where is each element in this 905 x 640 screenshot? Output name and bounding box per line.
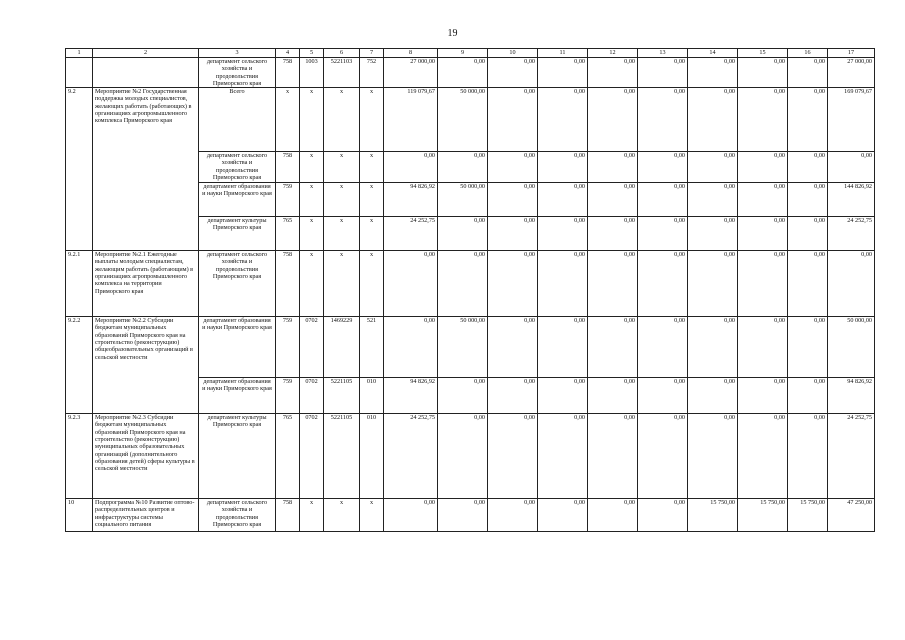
item-name: Мероприятие №2.2 Субсидии бюджетам муниципальных образований Приморского края на строительство (реконструкцию) общеобразовательных организаций в сельской местности	[93, 317, 199, 414]
budget-code: x	[300, 88, 324, 152]
amount-cell: 24 252,75	[384, 414, 438, 499]
column-number: 3	[199, 49, 276, 58]
budget-code: x	[360, 152, 384, 183]
amount-cell: 0,00	[438, 152, 488, 183]
table-row	[66, 88, 875, 152]
amount-cell: 0,00	[788, 251, 828, 317]
column-number: 13	[638, 49, 688, 58]
budget-code: 758	[276, 58, 300, 88]
amount-cell: 0,00	[538, 499, 588, 532]
page-number: 19	[447, 28, 458, 39]
responsible-executor: департамент культуры Приморского края	[199, 217, 276, 251]
amount-cell: 0,00	[788, 317, 828, 378]
amount-cell: 0,00	[688, 414, 738, 499]
amount-cell: 0,00	[438, 499, 488, 532]
budget-code: x	[324, 88, 360, 152]
budget-code: 765	[276, 217, 300, 251]
column-number: 9	[438, 49, 488, 58]
budget-code: x	[360, 499, 384, 532]
amount-cell: 0,00	[538, 317, 588, 378]
amount-cell: 0,00	[538, 152, 588, 183]
column-number: 7	[360, 49, 384, 58]
amount-cell: 0,00	[488, 88, 538, 152]
amount-cell: 0,00	[638, 88, 688, 152]
responsible-executor: департамент образования и науки Приморского края	[199, 183, 276, 217]
amount-cell: 0,00	[538, 217, 588, 251]
amount-cell: 0,00	[828, 152, 875, 183]
responsible-executor: департамент образования и науки Приморского края	[199, 378, 276, 414]
budget-code: 0702	[300, 414, 324, 499]
budget-code: x	[360, 183, 384, 217]
column-number: 6	[324, 49, 360, 58]
responsible-executor: департамент культуры Приморского края	[199, 414, 276, 499]
amount-cell: 0,00	[788, 414, 828, 499]
responsible-executor: департамент образования и науки Приморского края	[199, 317, 276, 378]
amount-cell: 0,00	[638, 378, 688, 414]
amount-cell: 24 252,75	[828, 414, 875, 499]
column-number: 11	[538, 49, 588, 58]
amount-cell: 0,00	[438, 217, 488, 251]
budget-code: 5221105	[324, 378, 360, 414]
budget-code: x	[360, 88, 384, 152]
amount-cell: 0,00	[638, 152, 688, 183]
amount-cell: 15 750,00	[738, 499, 788, 532]
budget-code: x	[300, 152, 324, 183]
item-number: 9.2	[66, 88, 93, 251]
item-number: 9.2.2	[66, 317, 93, 414]
responsible-executor: департамент сельского хозяйства и продовольствия Приморского края	[199, 152, 276, 183]
responsible-executor: департамент сельского хозяйства и продовольствия Приморского края	[199, 499, 276, 532]
amount-cell: 0,00	[688, 251, 738, 317]
amount-cell: 0,00	[438, 378, 488, 414]
amount-cell: 50 000,00	[438, 88, 488, 152]
amount-cell: 15 750,00	[688, 499, 738, 532]
amount-cell: 0,00	[688, 317, 738, 378]
item-name: Мероприятие №2 Государственная поддержка молодых специалистов, желающих работать (работающих) в организациях агропромышленного комплекса Приморского края	[93, 88, 199, 251]
budget-code: 758	[276, 251, 300, 317]
budget-code: 759	[276, 183, 300, 217]
table-row	[66, 499, 875, 532]
amount-cell: 0,00	[438, 251, 488, 317]
budget-code: 758	[276, 499, 300, 532]
budget-code: 765	[276, 414, 300, 499]
responsible-executor: Всего	[199, 88, 276, 152]
amount-cell: 27 000,00	[828, 58, 875, 88]
amount-cell: 0,00	[538, 378, 588, 414]
amount-cell: 0,00	[638, 499, 688, 532]
amount-cell: 0,00	[738, 152, 788, 183]
budget-code: 1469229	[324, 317, 360, 378]
column-number: 2	[93, 49, 199, 58]
amount-cell: 0,00	[488, 152, 538, 183]
amount-cell: 0,00	[488, 499, 538, 532]
column-number-row	[66, 49, 875, 58]
amount-cell: 47 250,00	[828, 499, 875, 532]
amount-cell: 0,00	[738, 88, 788, 152]
amount-cell: 0,00	[688, 378, 738, 414]
amount-cell: 0,00	[488, 317, 538, 378]
budget-code: x	[324, 183, 360, 217]
budget-code: x	[300, 499, 324, 532]
table-row	[66, 414, 875, 499]
amount-cell: 0,00	[384, 152, 438, 183]
amount-cell: 0,00	[788, 58, 828, 88]
amount-cell: 0,00	[438, 414, 488, 499]
column-number: 10	[488, 49, 538, 58]
amount-cell: 50 000,00	[828, 317, 875, 378]
budget-code: 0702	[300, 317, 324, 378]
item-name: Мероприятие №2.3 Субсидии бюджетам муниципальных образований Приморского края на строительство (реконструкцию) муниципальных образовательных организаций (дополнительного образования детей) сферы культуры в сельской местности	[93, 414, 199, 499]
amount-cell: 0,00	[588, 251, 638, 317]
amount-cell: 0,00	[828, 251, 875, 317]
budget-code: x	[324, 152, 360, 183]
amount-cell: 169 079,67	[828, 88, 875, 152]
amount-cell: 0,00	[384, 317, 438, 378]
table-row	[66, 58, 875, 88]
amount-cell: 0,00	[488, 58, 538, 88]
table-row	[66, 251, 875, 317]
column-number: 1	[66, 49, 93, 58]
amount-cell: 50 000,00	[438, 183, 488, 217]
budget-code: 010	[360, 378, 384, 414]
table-row	[66, 317, 875, 378]
amount-cell: 0,00	[638, 217, 688, 251]
table-body	[66, 58, 875, 532]
item-name: Мероприятие №2.1 Ежегодные выплаты молодым специалистам, желающим работать (работающим) в организациях агропромышленного комплекса на территории Приморского края	[93, 251, 199, 317]
amount-cell: 0,00	[738, 378, 788, 414]
amount-cell: 50 000,00	[438, 317, 488, 378]
budget-code: 759	[276, 378, 300, 414]
responsible-executor: департамент сельского хозяйства и продовольствия Приморского края	[199, 58, 276, 88]
amount-cell: 0,00	[688, 217, 738, 251]
amount-cell: 0,00	[688, 183, 738, 217]
amount-cell: 0,00	[788, 152, 828, 183]
amount-cell: 0,00	[688, 88, 738, 152]
column-number: 17	[828, 49, 875, 58]
amount-cell: 0,00	[638, 251, 688, 317]
amount-cell: 0,00	[488, 183, 538, 217]
amount-cell: 0,00	[738, 217, 788, 251]
budget-code: x	[300, 183, 324, 217]
amount-cell: 0,00	[638, 183, 688, 217]
amount-cell: 0,00	[738, 251, 788, 317]
column-number: 15	[738, 49, 788, 58]
budget-code: 759	[276, 317, 300, 378]
amount-cell: 24 252,75	[828, 217, 875, 251]
amount-cell: 15 750,00	[788, 499, 828, 532]
responsible-executor: департамент сельского хозяйства и продовольствия Приморского края	[199, 251, 276, 317]
budget-code: x	[324, 251, 360, 317]
budget-code: 5221103	[324, 58, 360, 88]
budget-code: x	[324, 499, 360, 532]
amount-cell: 0,00	[488, 251, 538, 317]
amount-cell: 24 252,75	[384, 217, 438, 251]
item-name	[93, 58, 199, 88]
item-number	[66, 58, 93, 88]
column-number: 5	[300, 49, 324, 58]
item-number: 10	[66, 499, 93, 532]
amount-cell: 27 000,00	[384, 58, 438, 88]
budget-code: 1003	[300, 58, 324, 88]
amount-cell: 0,00	[788, 88, 828, 152]
amount-cell: 0,00	[538, 183, 588, 217]
budget-code: 010	[360, 414, 384, 499]
budget-code: x	[324, 217, 360, 251]
column-number: 14	[688, 49, 738, 58]
amount-cell: 144 826,92	[828, 183, 875, 217]
amount-cell: 0,00	[588, 217, 638, 251]
amount-cell: 0,00	[488, 414, 538, 499]
amount-cell: 0,00	[588, 183, 638, 217]
amount-cell: 0,00	[588, 58, 638, 88]
budget-code: x	[300, 217, 324, 251]
column-number: 8	[384, 49, 438, 58]
amount-cell: 0,00	[688, 152, 738, 183]
amount-cell: 0,00	[788, 183, 828, 217]
item-name: Подпрограмма №10 Развитие оптово-распределительных центров и инфраструктуры системы социального питания	[93, 499, 199, 532]
amount-cell: 94 826,92	[828, 378, 875, 414]
amount-cell: 0,00	[738, 58, 788, 88]
column-number: 4	[276, 49, 300, 58]
amount-cell: 0,00	[538, 414, 588, 499]
item-number: 9.2.3	[66, 414, 93, 499]
amount-cell: 0,00	[738, 414, 788, 499]
budget-code: 5221105	[324, 414, 360, 499]
amount-cell: 0,00	[438, 58, 488, 88]
budget-code: x	[360, 217, 384, 251]
budget-code: x	[360, 251, 384, 317]
budget-code: x	[276, 88, 300, 152]
amount-cell: 0,00	[638, 58, 688, 88]
amount-cell: 0,00	[588, 88, 638, 152]
budget-code: 752	[360, 58, 384, 88]
item-number: 9.2.1	[66, 251, 93, 317]
amount-cell: 0,00	[588, 378, 638, 414]
amount-cell: 0,00	[788, 217, 828, 251]
amount-cell: 0,00	[588, 414, 638, 499]
budget-code: 0702	[300, 378, 324, 414]
amount-cell: 0,00	[688, 58, 738, 88]
amount-cell: 0,00	[538, 58, 588, 88]
amount-cell: 0,00	[538, 251, 588, 317]
amount-cell: 119 079,67	[384, 88, 438, 152]
amount-cell: 0,00	[488, 217, 538, 251]
amount-cell: 0,00	[588, 317, 638, 378]
amount-cell: 94 826,92	[384, 183, 438, 217]
budget-table	[65, 48, 875, 532]
budget-code: x	[300, 251, 324, 317]
amount-cell: 0,00	[638, 317, 688, 378]
amount-cell: 0,00	[638, 414, 688, 499]
amount-cell: 0,00	[738, 317, 788, 378]
amount-cell: 0,00	[588, 152, 638, 183]
budget-code: 758	[276, 152, 300, 183]
amount-cell: 0,00	[384, 251, 438, 317]
amount-cell: 0,00	[788, 378, 828, 414]
amount-cell: 0,00	[588, 499, 638, 532]
amount-cell: 0,00	[538, 88, 588, 152]
amount-cell: 0,00	[384, 499, 438, 532]
amount-cell: 0,00	[488, 378, 538, 414]
budget-code: 521	[360, 317, 384, 378]
column-number: 16	[788, 49, 828, 58]
amount-cell: 0,00	[738, 183, 788, 217]
column-number: 12	[588, 49, 638, 58]
amount-cell: 94 826,92	[384, 378, 438, 414]
